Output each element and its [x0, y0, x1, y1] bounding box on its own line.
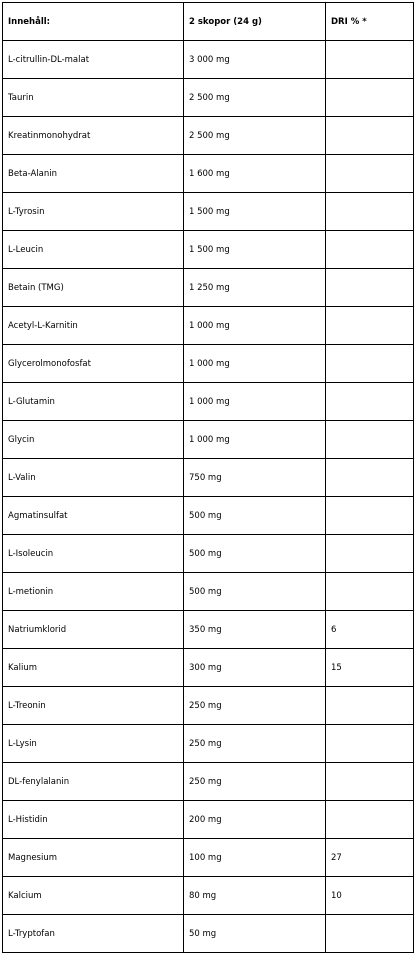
cell-amount: 1 000 mg — [184, 345, 326, 383]
cell-amount: 1 500 mg — [184, 193, 326, 231]
table-row — [3, 421, 414, 459]
cell-ingredient: Glycin — [3, 421, 184, 459]
table-row — [3, 535, 414, 573]
header-ingredient: Innehåll: — [3, 3, 184, 41]
cell-ingredient: Kalcium — [3, 877, 184, 915]
cell-amount: 200 mg — [184, 801, 326, 839]
cell-amount: 500 mg — [184, 535, 326, 573]
cell-dri — [326, 421, 414, 459]
table-row — [3, 41, 414, 79]
cell-dri — [326, 573, 414, 611]
cell-ingredient: DL-fenylalanin — [3, 763, 184, 801]
table-row — [3, 307, 414, 345]
cell-ingredient: L-Tyrosin — [3, 193, 184, 231]
table-row — [3, 611, 414, 649]
cell-dri — [326, 915, 414, 953]
header-amount: 2 skopor (24 g) — [184, 3, 326, 41]
table-row — [3, 459, 414, 497]
table-row — [3, 801, 414, 839]
cell-amount: 500 mg — [184, 573, 326, 611]
cell-ingredient: L-Histidin — [3, 801, 184, 839]
cell-amount: 350 mg — [184, 611, 326, 649]
table-header-row — [3, 3, 414, 41]
cell-dri — [326, 231, 414, 269]
cell-amount: 1 500 mg — [184, 231, 326, 269]
nutrition-table-container — [2, 2, 413, 953]
cell-amount: 1 000 mg — [184, 421, 326, 459]
cell-dri — [326, 307, 414, 345]
table-row — [3, 573, 414, 611]
cell-amount: 300 mg — [184, 649, 326, 687]
table-row — [3, 839, 414, 877]
table-row — [3, 877, 414, 915]
header-dri: DRI % * — [326, 3, 414, 41]
cell-dri — [326, 193, 414, 231]
cell-dri — [326, 269, 414, 307]
cell-ingredient: Taurin — [3, 79, 184, 117]
cell-dri — [326, 801, 414, 839]
cell-amount: 750 mg — [184, 459, 326, 497]
cell-amount: 2 500 mg — [184, 79, 326, 117]
cell-ingredient: L-Tryptofan — [3, 915, 184, 953]
cell-dri — [326, 117, 414, 155]
cell-amount: 250 mg — [184, 687, 326, 725]
table-row — [3, 231, 414, 269]
cell-ingredient: L-Treonin — [3, 687, 184, 725]
cell-amount: 80 mg — [184, 877, 326, 915]
cell-dri: 15 — [326, 649, 414, 687]
cell-amount: 1 000 mg — [184, 307, 326, 345]
cell-ingredient: Beta-Alanin — [3, 155, 184, 193]
cell-amount: 1 250 mg — [184, 269, 326, 307]
cell-amount: 1 600 mg — [184, 155, 326, 193]
cell-dri — [326, 535, 414, 573]
table-row — [3, 269, 414, 307]
cell-dri: 6 — [326, 611, 414, 649]
cell-dri — [326, 725, 414, 763]
cell-dri: 10 — [326, 877, 414, 915]
cell-dri — [326, 763, 414, 801]
table-row — [3, 725, 414, 763]
table-body — [3, 41, 414, 953]
cell-ingredient: L-Lysin — [3, 725, 184, 763]
cell-dri — [326, 41, 414, 79]
cell-amount: 1 000 mg — [184, 383, 326, 421]
table-row — [3, 117, 414, 155]
cell-ingredient: Magnesium — [3, 839, 184, 877]
cell-dri — [326, 155, 414, 193]
cell-amount: 100 mg — [184, 839, 326, 877]
cell-dri — [326, 383, 414, 421]
cell-ingredient: Acetyl-L-Karnitin — [3, 307, 184, 345]
table-row — [3, 155, 414, 193]
cell-ingredient: Kreatinmonohydrat — [3, 117, 184, 155]
table-row — [3, 649, 414, 687]
table-row — [3, 763, 414, 801]
table-row — [3, 383, 414, 421]
cell-dri — [326, 687, 414, 725]
cell-amount: 250 mg — [184, 763, 326, 801]
cell-ingredient: Agmatinsulfat — [3, 497, 184, 535]
cell-ingredient: Betain (TMG) — [3, 269, 184, 307]
cell-ingredient: Natriumklorid — [3, 611, 184, 649]
cell-ingredient: L-Valin — [3, 459, 184, 497]
cell-ingredient: L-Isoleucin — [3, 535, 184, 573]
table-row — [3, 345, 414, 383]
cell-ingredient: L-Glutamin — [3, 383, 184, 421]
cell-dri: 27 — [326, 839, 414, 877]
table-row — [3, 193, 414, 231]
table-row — [3, 915, 414, 953]
nutrition-table — [2, 2, 414, 953]
cell-amount: 3 000 mg — [184, 41, 326, 79]
cell-dri — [326, 345, 414, 383]
cell-amount: 500 mg — [184, 497, 326, 535]
cell-ingredient: Kalium — [3, 649, 184, 687]
cell-ingredient: L-metionin — [3, 573, 184, 611]
cell-amount: 50 mg — [184, 915, 326, 953]
table-row — [3, 687, 414, 725]
cell-ingredient: L-Leucin — [3, 231, 184, 269]
cell-ingredient: L-citrullin-DL-malat — [3, 41, 184, 79]
cell-dri — [326, 497, 414, 535]
cell-dri — [326, 459, 414, 497]
table-row — [3, 497, 414, 535]
cell-amount: 250 mg — [184, 725, 326, 763]
cell-amount: 2 500 mg — [184, 117, 326, 155]
cell-ingredient: Glycerolmonofosfat — [3, 345, 184, 383]
cell-dri — [326, 79, 414, 117]
table-row — [3, 79, 414, 117]
